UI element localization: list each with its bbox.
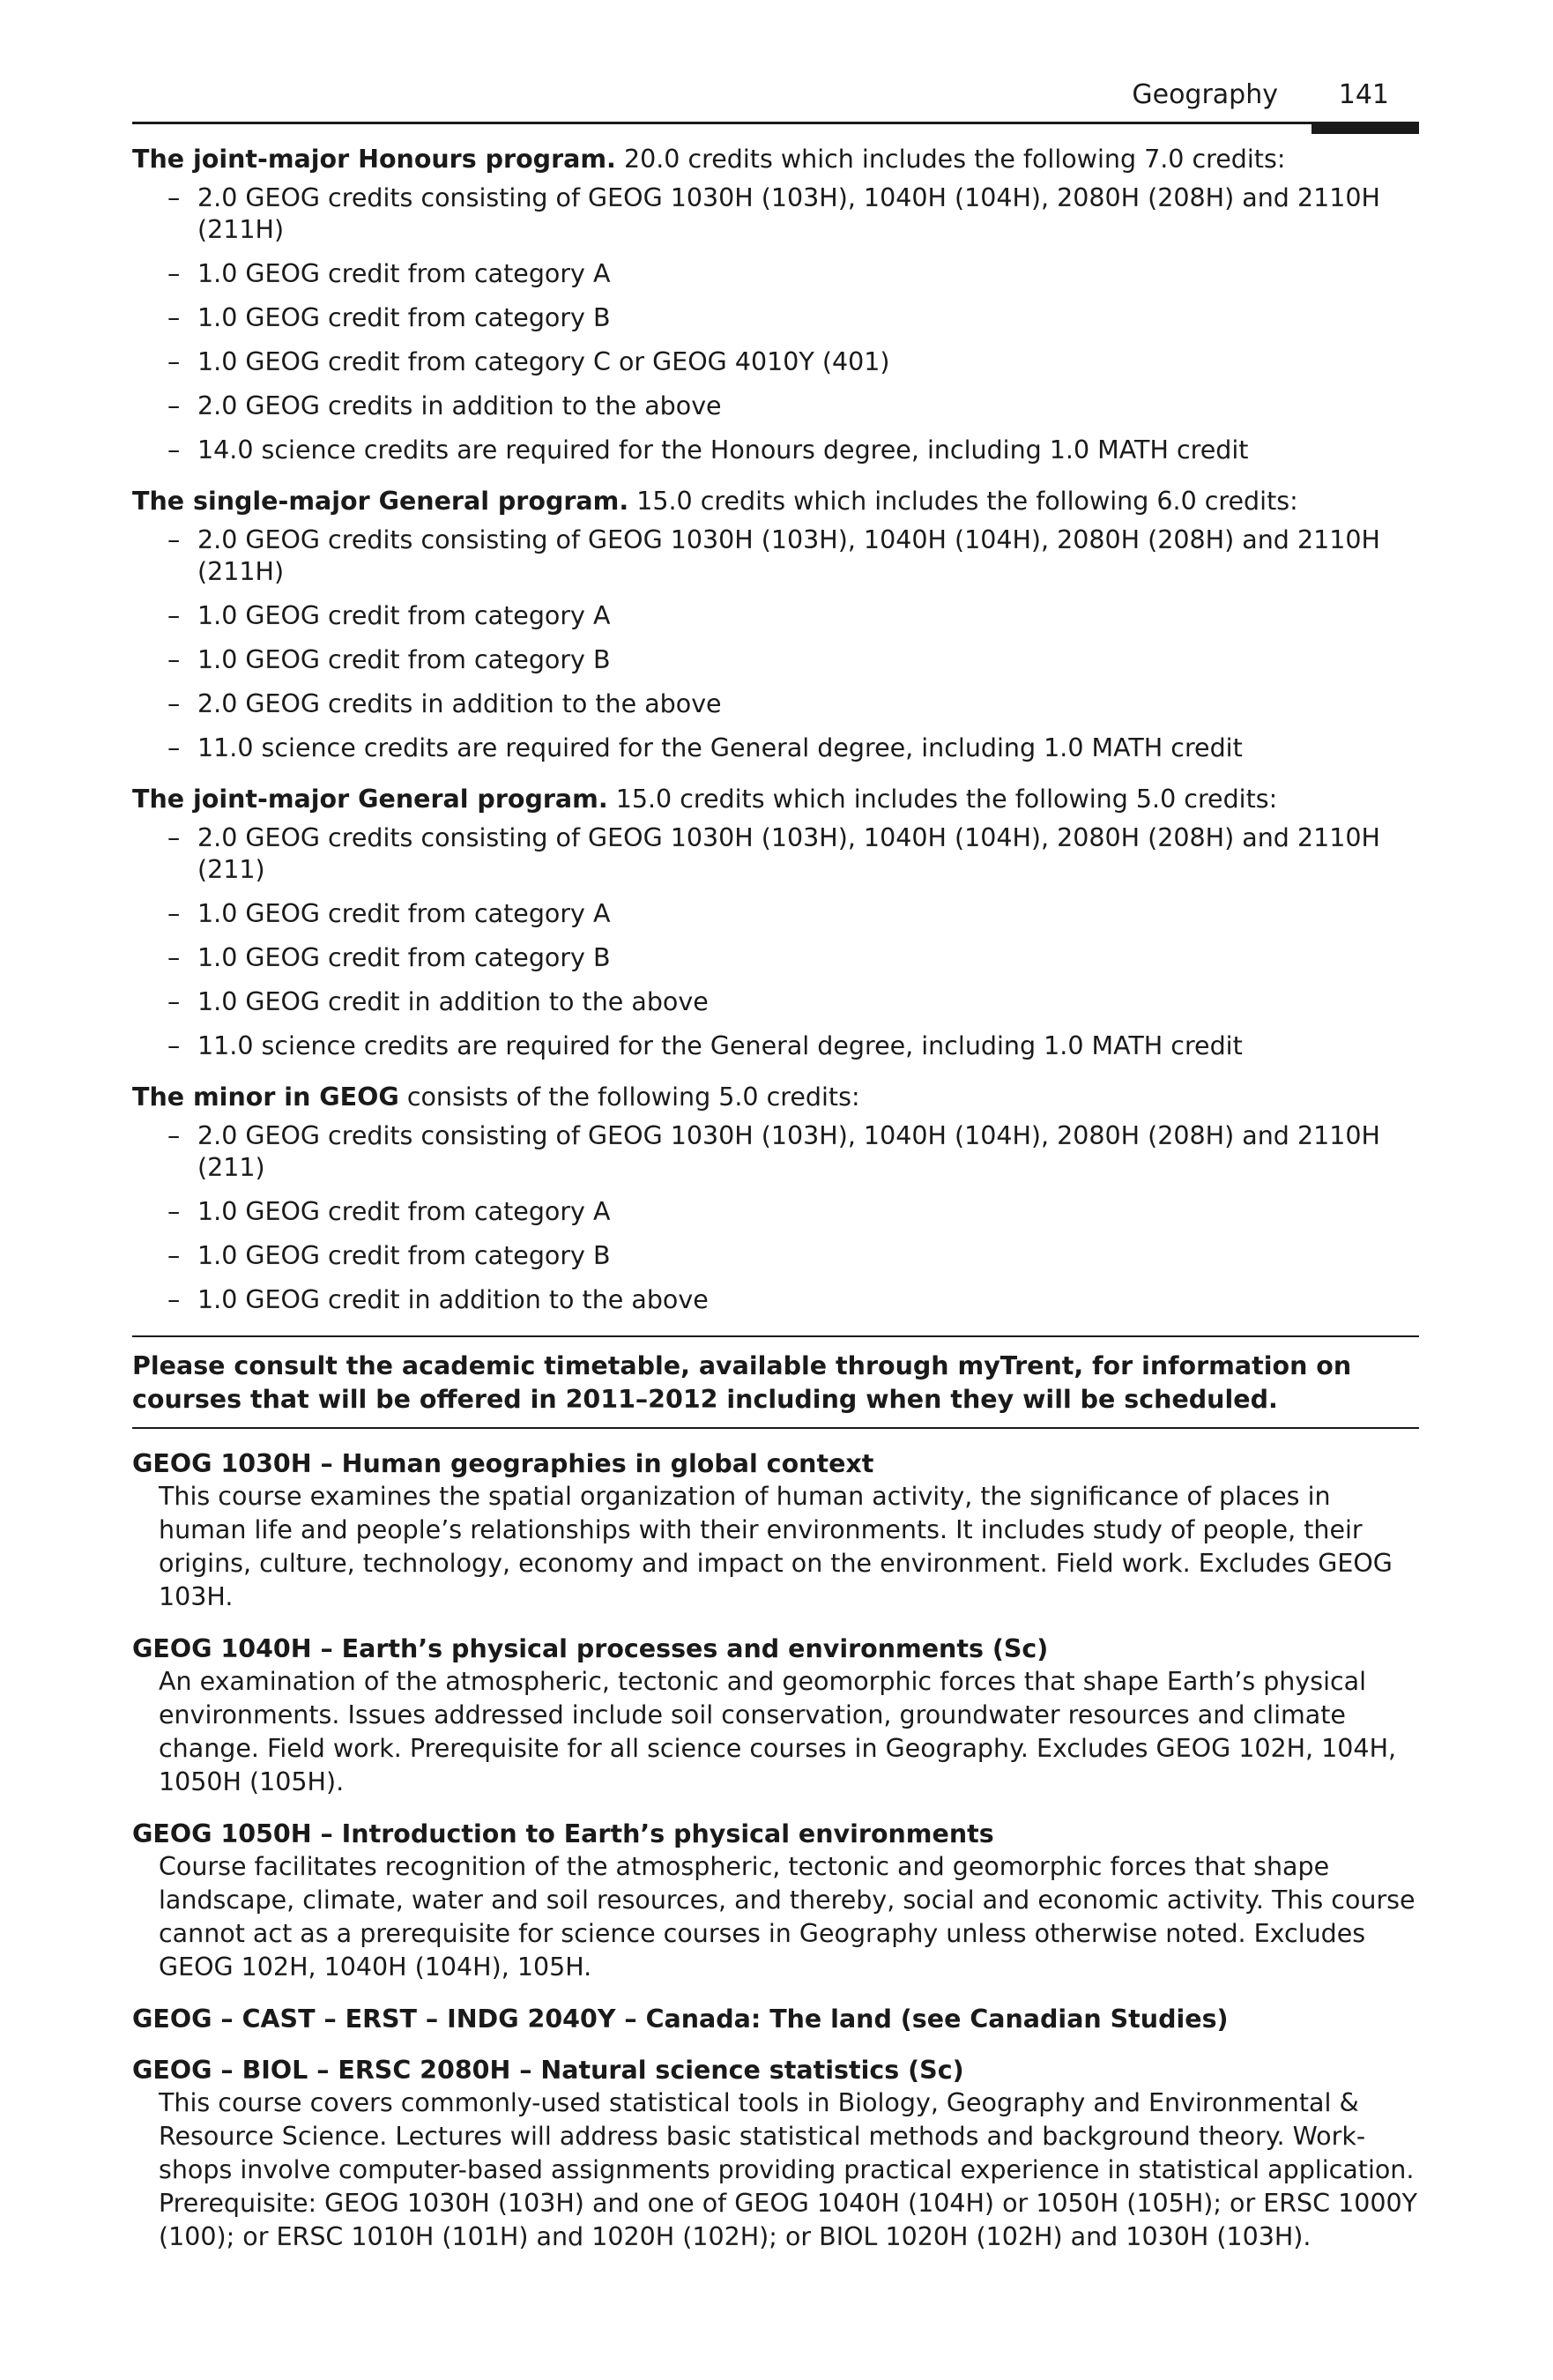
program-title-rest: 15.0 credits which includes the following 5.0 credits: bbox=[607, 785, 1278, 814]
course-description: This course covers commonly-used statistical tools in Biology, Geography and Environmental & Resource Science. Lectures will address basic statistical methods and background theory. Work-shops involve computer-based assignments providing practical experience in statistical application. Prerequisite: GEOG 1030H (103H) and one of GEOG 1040H (104H) or 1050H (105H); or ERSC 1000Y (100); or ERSC 1010H (101H) and 1020H (102H); or BIOL 1020H (102H) and 1030H (103H). bbox=[159, 2088, 1418, 2251]
course-entry bbox=[132, 2055, 1419, 2254]
list-item: – 1.0 GEOG credit from category A bbox=[132, 258, 1419, 290]
list-item: – 2.0 GEOG credits consisting of GEOG 1030H (103H), 1040H (104H), 2080H (208H) and 2110H (211H) bbox=[132, 182, 1419, 246]
list-item: – 1.0 GEOG credit from category A bbox=[132, 1196, 1419, 1228]
list-item: – 11.0 science credits are required for the General degree, including 1.0 MATH credit bbox=[132, 733, 1419, 764]
requirement-list bbox=[132, 822, 1419, 1062]
list-item: – 1.0 GEOG credit from category B bbox=[132, 1240, 1419, 1272]
list-item: – 2.0 GEOG credits consisting of GEOG 1030H (103H), 1040H (104H), 2080H (208H) and 2110H (211) bbox=[132, 1120, 1419, 1184]
requirement-list bbox=[132, 182, 1419, 466]
program-title bbox=[132, 144, 1419, 175]
course-title: GEOG 1030H – Human geographies in global context bbox=[132, 1449, 874, 1478]
program-title bbox=[132, 784, 1419, 815]
program-title bbox=[132, 486, 1419, 517]
section-title: Geography bbox=[1132, 79, 1278, 110]
page-number: 141 bbox=[1338, 79, 1389, 110]
program-title-rest: consists of the following 5.0 credits: bbox=[398, 1082, 860, 1112]
program-minor bbox=[132, 1082, 1419, 1316]
list-item: – 1.0 GEOG credit from category B bbox=[132, 942, 1419, 974]
list-item: – 11.0 science credits are required for the General degree, including 1.0 MATH credit bbox=[132, 1030, 1419, 1062]
document-page bbox=[132, 74, 1419, 2254]
header-bar bbox=[1312, 124, 1419, 134]
list-item: – 1.0 GEOG credit from category C or GEOG 4010Y (401) bbox=[132, 346, 1419, 378]
program-title-bold: The joint-major Honours program. bbox=[132, 145, 616, 174]
list-item: – 2.0 GEOG credits in addition to the above bbox=[132, 390, 1419, 422]
list-item: – 1.0 GEOG credit from category B bbox=[132, 644, 1419, 676]
course-title: GEOG 1040H – Earth’s physical processes and environments (Sc) bbox=[132, 1634, 1049, 1663]
course-description: This course examines the spatial organization of human activity, the significance of places in human life and people’s relationships with their environments. It includes study of people, their origins, culture, technology, economy and impact on the environment. Field work. Excludes GEOG 103H. bbox=[159, 1482, 1393, 1611]
course-title: GEOG – BIOL – ERSC 2080H – Natural science statistics (Sc) bbox=[132, 2056, 964, 2085]
course-entry bbox=[132, 1633, 1419, 1799]
program-joint-major-honours bbox=[132, 144, 1419, 466]
course-title: GEOG – CAST – ERST – INDG 2040Y – Canada: The land (see Canadian Studies) bbox=[132, 2004, 1229, 2034]
course-description: An examination of the atmospheric, tectonic and geomorphic forces that shape Earth’s physical environments. Issues addressed include soil conservation, groundwater resources and climate change. Field work. Prerequisite for all science courses in Geography. Excludes GEOG 102H, 104H, 1050H (105H). bbox=[159, 1667, 1397, 1796]
list-item: – 2.0 GEOG credits in addition to the above bbox=[132, 688, 1419, 720]
course-entry bbox=[132, 2004, 1419, 2035]
requirement-list bbox=[132, 524, 1419, 764]
list-item: – 1.0 GEOG credit from category A bbox=[132, 898, 1419, 930]
course-entry bbox=[132, 1448, 1419, 1614]
list-item: – 1.0 GEOG credit from category B bbox=[132, 302, 1419, 334]
program-title-rest: 15.0 credits which includes the following 6.0 credits: bbox=[628, 487, 1298, 516]
running-header bbox=[132, 74, 1419, 124]
course-description: Course facilitates recognition of the atmospheric, tectonic and geomorphic forces that shape landscape, climate, water and soil resources, and thereby, social and economic activity. This course cannot act as a prerequisite for science courses in Geography unless otherwise noted. Excludes GEOG 102H, 1040H (104H), 105H. bbox=[159, 1852, 1416, 1982]
list-item: – 1.0 GEOG credit from category A bbox=[132, 600, 1419, 632]
program-joint-major-general bbox=[132, 784, 1419, 1062]
list-item: – 2.0 GEOG credits consisting of GEOG 1030H (103H), 1040H (104H), 2080H (208H) and 2110H (211) bbox=[132, 822, 1419, 886]
program-title-bold: The joint-major General program. bbox=[132, 785, 608, 814]
list-item: – 14.0 science credits are required for the Honours degree, including 1.0 MATH credit bbox=[132, 435, 1419, 466]
timetable-notice: Please consult the academic timetable, available through myTrent, for information on courses that will be offered in 2011–2012 including when they will be scheduled. bbox=[132, 1335, 1419, 1429]
program-title-bold: The single-major General program. bbox=[132, 487, 629, 516]
list-item: – 1.0 GEOG credit in addition to the above bbox=[132, 986, 1419, 1018]
course-title: GEOG 1050H – Introduction to Earth’s physical environments bbox=[132, 1819, 994, 1848]
program-title bbox=[132, 1082, 1419, 1113]
list-item: – 1.0 GEOG credit in addition to the above bbox=[132, 1284, 1419, 1316]
program-single-major-general bbox=[132, 486, 1419, 764]
program-title-rest: 20.0 credits which includes the following 7.0 credits: bbox=[615, 145, 1286, 174]
course-entry bbox=[132, 1818, 1419, 1984]
list-item: – 2.0 GEOG credits consisting of GEOG 1030H (103H), 1040H (104H), 2080H (208H) and 2110H (211H) bbox=[132, 524, 1419, 588]
program-title-bold: The minor in GEOG bbox=[132, 1082, 399, 1112]
requirement-list bbox=[132, 1120, 1419, 1316]
